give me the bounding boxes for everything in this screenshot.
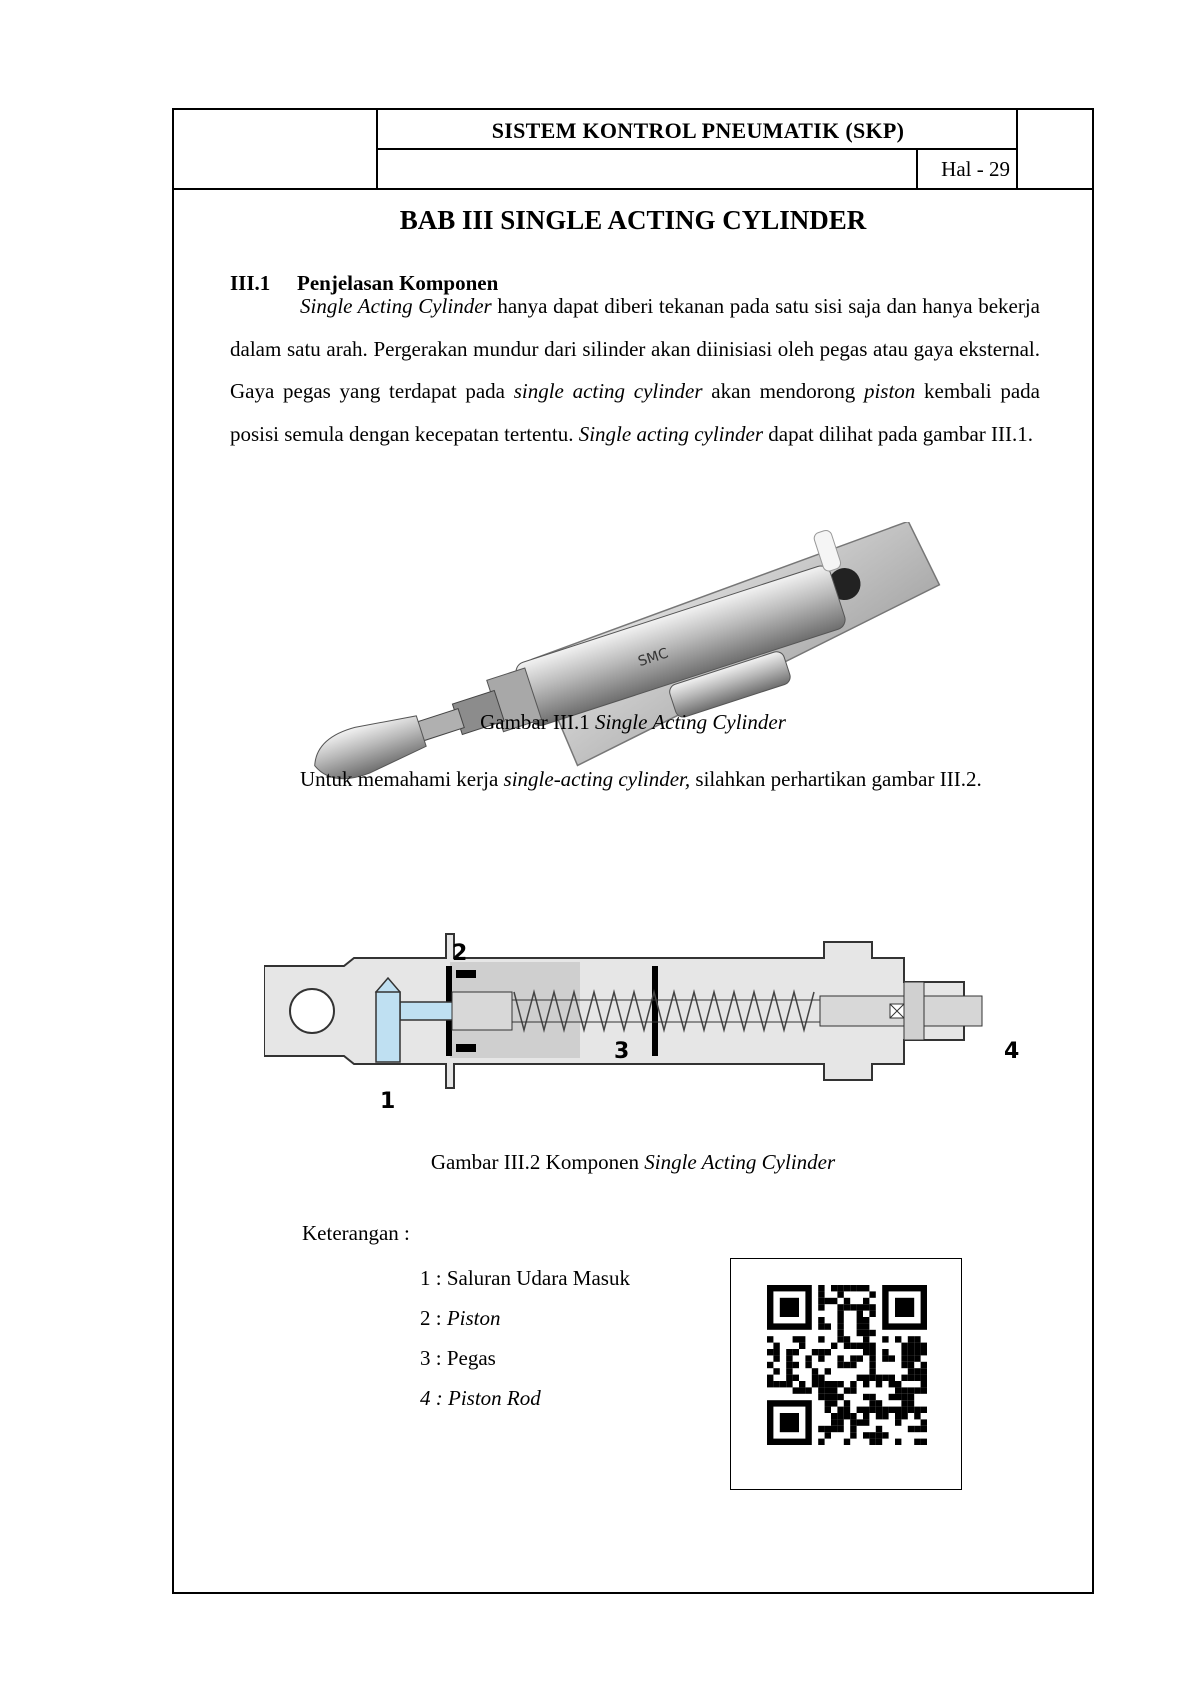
term-single-acting-cylinder: single-acting cylinder, — [503, 767, 691, 791]
paragraph-intro — [230, 285, 1040, 455]
paragraph-text: dapat dilihat pada gambar III.1. — [763, 421, 1033, 446]
page-number: Hal - 29 — [941, 157, 1010, 181]
term-single-acting-cylinder-3: Single acting cylinder — [578, 421, 764, 446]
figure1-caption — [174, 707, 1092, 737]
section-number: III.1 — [230, 271, 271, 295]
figure2-caption — [174, 1147, 1092, 1177]
qr-code-frame[interactable] — [730, 1258, 962, 1490]
diagram-label-2: 2 — [452, 941, 468, 966]
paragraph-text: hanya dapat diberi tekanan pada satu sisi saja dan hanya bekerja dalam satu arah. Pergerakan mundur dari silinder akan diinisiasi oleh pegas atau gaya eksternal. Gaya pegas yang terdapat pada — [230, 294, 1041, 404]
keterangan-label: Keterangan : — [302, 1221, 410, 1245]
cylinder-cutaway-diagram — [264, 930, 1034, 1120]
caption-italic: Single Acting Cylinder — [644, 1150, 836, 1174]
legend-item — [420, 1338, 630, 1378]
legend-item — [420, 1298, 630, 1338]
qr-code-icon[interactable] — [767, 1285, 927, 1445]
chapter-title: BAB III SINGLE ACTING CYLINDER — [399, 205, 867, 235]
legend-number: 4 : — [420, 1386, 448, 1410]
legend-number: 2 : — [420, 1306, 447, 1330]
paragraph-text: akan mendorong — [702, 379, 864, 404]
caption-prefix: Gambar III.1 — [480, 710, 595, 734]
page-frame — [172, 108, 1094, 1594]
legend-number: 1 : — [420, 1266, 447, 1290]
section-title: Penjelasan Komponen — [297, 271, 499, 295]
legend-text: Saluran Udara Masuk — [446, 1266, 630, 1290]
legend-number: 3 : — [420, 1346, 447, 1370]
term-single-acting-cylinder: Single Acting Cylinder — [300, 294, 492, 318]
legend-list — [420, 1258, 630, 1418]
diagram-label-4: 4 — [1004, 1039, 1020, 1064]
diagram-label-1: 1 — [380, 1089, 396, 1114]
paragraph-text: kembali pada posisi semula dengan kecepatan tertentu. — [230, 379, 1040, 446]
page-header — [174, 110, 1092, 190]
diagram-label-3: 3 — [614, 1039, 630, 1064]
legend-text: Piston Rod — [448, 1386, 541, 1410]
header-title: SISTEM KONTROL PNEUMATIK (SKP) — [491, 118, 905, 143]
paragraph-text: silahkan perhartikan gambar III.2. — [690, 767, 982, 791]
term-single-acting-cylinder-2: single acting cylinder — [513, 379, 703, 404]
paragraph-text: Untuk memahami kerja — [300, 767, 504, 791]
legend-text: Piston — [446, 1306, 501, 1330]
smc-marking: SMC — [636, 645, 671, 671]
term-piston: piston — [863, 379, 916, 404]
legend-item — [420, 1378, 630, 1418]
caption-prefix: Gambar III.2 Komponen — [430, 1150, 645, 1174]
paragraph-figure2-intro — [230, 758, 1040, 801]
legend-text: Pegas — [446, 1346, 496, 1370]
caption-italic: Single Acting Cylinder — [594, 710, 786, 734]
legend-item — [420, 1258, 630, 1298]
